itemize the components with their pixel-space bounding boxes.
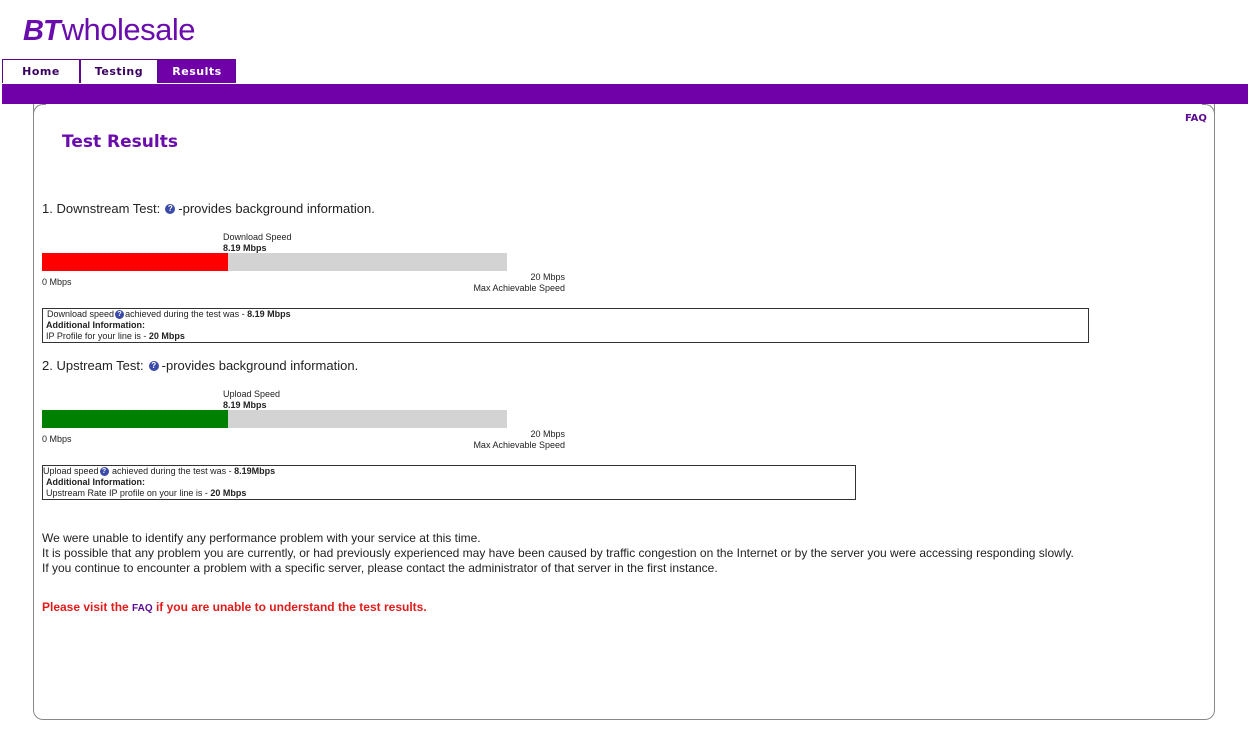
upload-speed-track [42, 410, 507, 428]
notice-prefix: Please visit the [42, 600, 133, 614]
download-speed-track [42, 253, 507, 271]
download-speed-caption: Download Speed [223, 232, 292, 242]
upstream-heading-desc: -provides background information. [161, 358, 359, 373]
upload-speed-caption: Upload Speed [223, 389, 281, 399]
upload-min-label: 0 Mbps [42, 434, 72, 444]
upload-max-value: 20 Mbps [530, 429, 565, 439]
tab-testing[interactable]: Testing [80, 59, 158, 83]
download-speed-label [223, 232, 292, 254]
download-ip-profile-label: IP Profile for your line is - [46, 331, 149, 341]
upload-ip-profile-value: 20 Mbps [210, 488, 247, 498]
download-speed-fill [42, 253, 228, 271]
download-info-value: 8.19 Mbps [247, 309, 291, 319]
upstream-info-box [42, 465, 856, 500]
help-icon[interactable]: ? [100, 467, 109, 476]
faq-notice [42, 600, 427, 614]
page-title: Test Results [62, 132, 178, 152]
upload-speed-fill [42, 410, 228, 428]
upload-info-suffix: achieved during the test was - [109, 466, 235, 476]
download-additional-info: Additional Information: [46, 320, 145, 330]
downstream-heading-label: 1. Downstream Test: [42, 201, 161, 216]
upload-info-prefix: Upload speed [43, 466, 99, 476]
faq-link[interactable]: FAQ [1185, 113, 1207, 124]
summary-line: It is possible that any problem you are currently, or had previously experienced may have been caused by traffic congestion on the Internet or by the server you were accessing responding slowly. [42, 546, 1074, 560]
upload-max-caption: Max Achievable Speed [473, 440, 565, 450]
upstream-heading-label: 2. Upstream Test: [42, 358, 144, 373]
tab-home[interactable]: Home [2, 59, 80, 83]
upload-additional-info: Additional Information: [46, 477, 145, 487]
upload-speed-label [223, 389, 280, 411]
downstream-info-box [42, 308, 1089, 343]
download-max-value: 20 Mbps [530, 272, 565, 282]
help-icon[interactable]: ? [149, 361, 159, 371]
download-ip-profile-value: 20 Mbps [148, 331, 185, 341]
main-nav-tabs [2, 59, 236, 83]
bt-wholesale-logo [23, 12, 195, 46]
logo-wholesale-text: wholesale [61, 12, 196, 47]
download-speed-value: 8.19 Mbps [223, 243, 267, 253]
upload-max-label [440, 429, 565, 451]
summary-text [42, 531, 1074, 576]
nav-band [2, 84, 1248, 104]
upstream-heading [42, 358, 358, 373]
notice-suffix: if you are unable to understand the test results. [152, 600, 427, 614]
help-icon[interactable]: ? [165, 204, 175, 214]
downstream-heading-desc: -provides background information. [178, 201, 375, 216]
upload-info-value: 8.19Mbps [234, 466, 276, 476]
tab-results[interactable]: Results [158, 59, 236, 83]
upload-ip-profile-label: Upstream Rate IP profile on your line is - [46, 488, 211, 498]
download-min-label: 0 Mbps [42, 277, 72, 287]
logo-bt-text: BT [23, 15, 60, 47]
downstream-heading [42, 201, 375, 216]
download-info-prefix: Download speed [47, 309, 115, 319]
download-max-label [440, 272, 565, 294]
summary-line: We were unable to identify any performance problem with your service at this time. [42, 531, 481, 545]
upload-speed-value: 8.19 Mbps [223, 400, 267, 410]
notice-faq-link[interactable]: FAQ [132, 603, 153, 614]
summary-line: If you continue to encounter a problem with a specific server, please contact the administrator of that server in the first instance. [42, 561, 718, 575]
help-icon[interactable]: ? [115, 310, 124, 319]
download-info-suffix: achieved during the test was - [125, 309, 248, 319]
download-max-caption: Max Achievable Speed [473, 283, 565, 293]
